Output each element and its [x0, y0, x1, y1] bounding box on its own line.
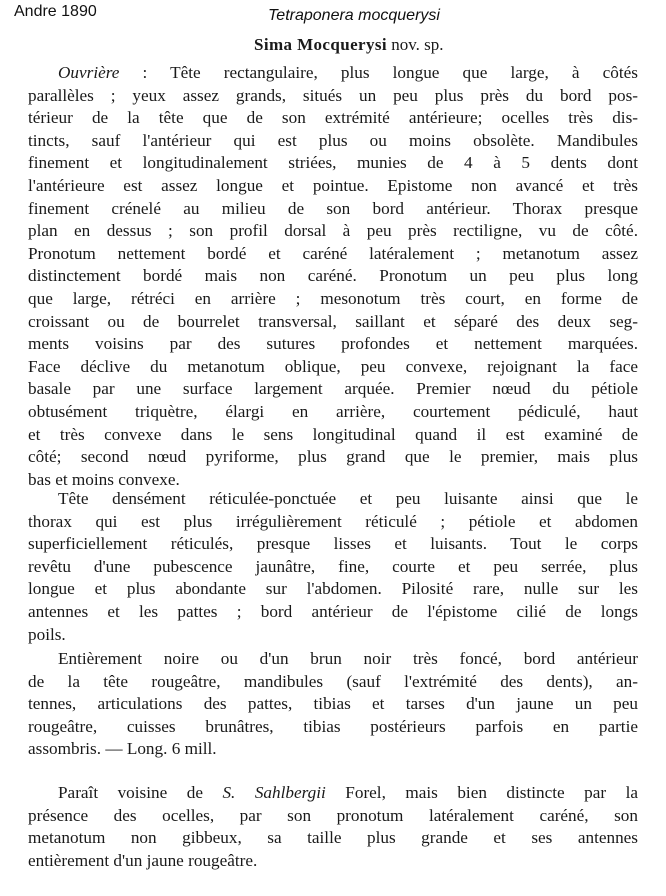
- text-line: et très convexe dans le sens longitudinal quand il est examiné de: [28, 424, 638, 444]
- text-line: obtusément triquètre, élargi en arrière, courtement pédiculé, haut: [28, 401, 638, 421]
- caste-label: Ouvrière: [58, 63, 120, 82]
- species-status: nov. sp.: [391, 35, 444, 54]
- text-line: basale par une surface largement arquée. Premier nœud du pétiole: [28, 379, 638, 399]
- text-line: côté; second nœud pyriforme, plus grand que le premier, mais plus: [28, 447, 638, 467]
- comparison-species-name: S. Sahlbergii: [222, 783, 326, 802]
- text-line: ments voisins par des sutures profondes et nettement marquées.: [28, 334, 638, 354]
- text-line: [28, 782, 638, 805]
- text-line: longue et plus abondante sur l'abdomen. Pilosité rare, nulle sur les: [28, 579, 638, 599]
- species-title: [254, 35, 444, 55]
- text-line: parallèles ; yeux assez grands, situés un peu plus près du bord pos-: [28, 85, 638, 105]
- paragraph-worker-description: [28, 62, 638, 491]
- text-line-content: Forel, mais bien distincte par la: [325, 783, 638, 802]
- text-line: rougeâtre, cuisses brunâtres, tibias postérieurs parfois en partie: [28, 716, 638, 736]
- text-line: [28, 62, 638, 85]
- paragraph-sculpture: [28, 488, 638, 646]
- text-line: thorax qui est plus irrégulièrement réticulé ; pétiole et abdomen: [28, 511, 638, 531]
- species-name: Sima Mocquerysi: [254, 35, 388, 54]
- text-line: plan en dessus ; son profil dorsal à peu près rectiligne, vu de côté.: [28, 221, 638, 241]
- text-line: entièrement d'un jaune rougeâtre.: [28, 850, 258, 870]
- text-line: assombris. — Long. 6 mill.: [28, 739, 217, 759]
- text-line: Entièrement noire ou d'un brun noir très foncé, bord antérieur: [58, 649, 638, 668]
- text-line: Face déclive du metanotum oblique, peu convexe, rejoignant la face: [28, 356, 638, 376]
- text-line: revêtu d'une pubescence jaunâtre, fine, courte et peu serrée, plus: [28, 556, 638, 576]
- text-line: metanotum non gibbeux, sa taille plus grande et ses antennes: [28, 828, 638, 848]
- text-line-content: : Tête rectangulaire, plus longue que large, à côtés: [119, 63, 638, 82]
- text-line: térieur de la tête que de son extrémité antérieure; ocelles très dis-: [28, 108, 638, 128]
- text-line: tincts, sauf l'antérieur qui est plus ou moins obsolète. Mandibules: [28, 130, 638, 150]
- text-line: distinctement bordé mais non caréné. Pronotum un peu plus long: [28, 266, 638, 286]
- text-line: Tête densément réticulée-ponctuée et peu luisante ainsi que le: [58, 489, 638, 508]
- paragraph-comparison: [28, 782, 638, 872]
- text-line: bas et moins convexe.: [28, 469, 180, 489]
- text-line: l'antérieure est assez longue et pointue. Epistome non avancé et très: [28, 175, 638, 195]
- text-line: antennes et les pattes ; bord antérieur de l'épistome cilié de longs: [28, 601, 638, 621]
- text-line: présence des ocelles, par son pronotum latéralement caréné, son: [28, 805, 638, 825]
- header-citation: Andre 1890: [14, 3, 97, 20]
- text-line: poils.: [28, 624, 66, 644]
- text-line: finement crénelé au milieu de son bord antérieur. Thorax presque: [28, 198, 638, 218]
- text-line-content: Paraît voisine de: [58, 783, 223, 802]
- text-line: croissant ou de bourrelet transversal, saillant et séparé des deux seg-: [28, 311, 638, 331]
- text-line: que large, rétréci en arrière ; mesonotum très court, en forme de: [28, 288, 638, 308]
- text-line: finement et longitudinalement striées, munies de 4 à 5 dents dont: [28, 153, 638, 173]
- text-line: tennes, articulations des pattes, tibias et tarses d'un jaune un peu: [28, 694, 638, 714]
- header-taxon-name: Tetraponera mocquerysi: [268, 7, 440, 24]
- text-line: Pronotum nettement bordé et caréné latéralement ; metanotum assez: [28, 243, 638, 263]
- text-line: superficiellement réticulés, presque lisses et luisants. Tout le corps: [28, 534, 638, 554]
- paragraph-coloration: [28, 648, 638, 761]
- text-line: de la tête rougeâtre, mandibules (sauf l'extrémité des dents), an-: [28, 671, 638, 691]
